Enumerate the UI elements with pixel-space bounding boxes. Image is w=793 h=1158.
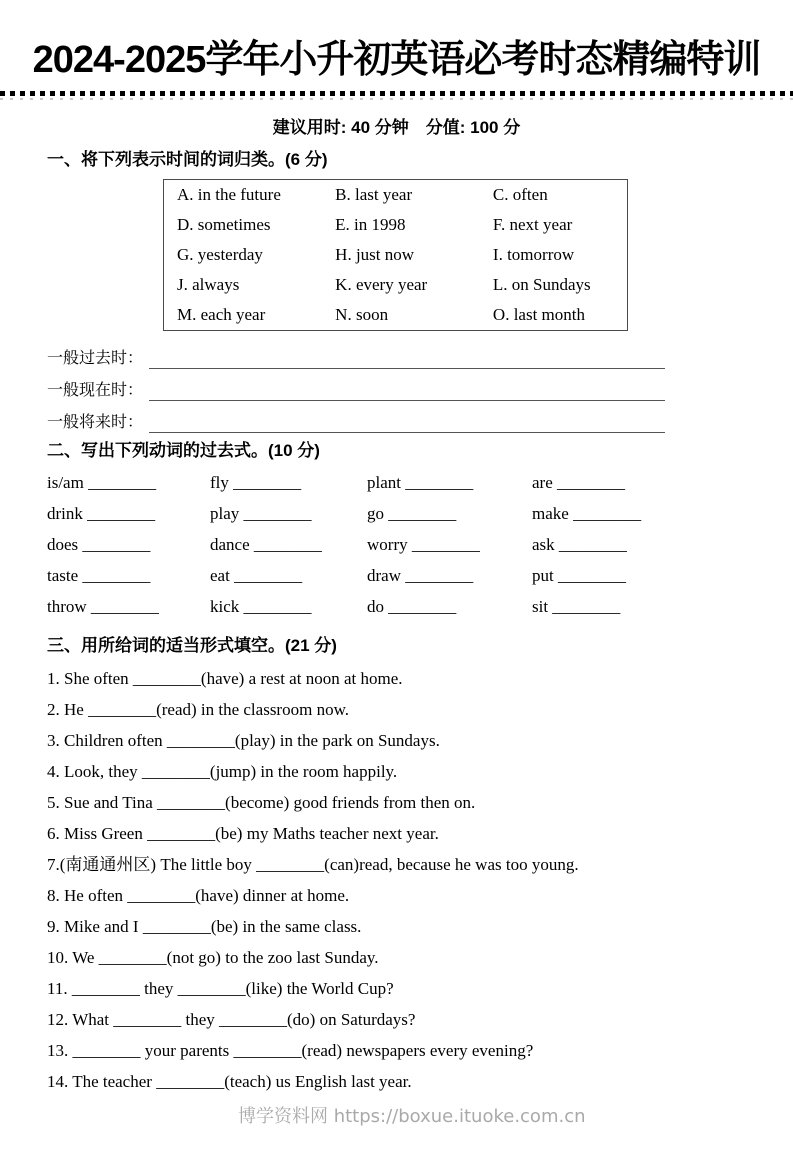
verb-item: sit ________	[532, 597, 621, 617]
option-cell: J. always	[177, 275, 240, 295]
verb-item: put ________	[532, 566, 626, 586]
verb-item: worry ________	[367, 535, 480, 555]
tense-line-past	[47, 337, 665, 369]
page-title: 2024-2025学年小升初英语必考时态精编特训	[32, 39, 761, 81]
verb-item: dance ________	[210, 535, 322, 555]
verb-item: is/am ________	[47, 473, 157, 493]
section1-heading: 一、将下列表示时间的词归类。(6 分)	[47, 150, 328, 170]
tense-label-past: 一般过去时：	[47, 350, 144, 368]
question-line: 8. He often ________(have) dinner at home.	[47, 886, 350, 906]
verb-item: go ________	[367, 504, 457, 524]
verb-item: taste ________	[47, 566, 151, 586]
option-cell: G. yesterday	[177, 245, 263, 265]
option-cell: L. on Sundays	[492, 275, 591, 295]
time-words-table	[163, 179, 628, 331]
verb-item: kick ________	[210, 597, 312, 617]
table-row	[164, 300, 628, 331]
table-row	[164, 270, 628, 300]
question-line: 1. She often ________(have) a rest at noon at home.	[47, 669, 403, 689]
question-line: 7.(南通通州区) The little boy ________(can)read, because he was too young.	[47, 855, 579, 875]
verb-item: ask ________	[532, 535, 627, 555]
watermark: 博学资料网 https://boxue.ituoke.com.cn	[238, 1106, 586, 1127]
dotted-line-primary	[0, 91, 793, 96]
table-row	[164, 210, 628, 240]
verb-item: does ________	[47, 535, 151, 555]
worksheet-content	[47, 148, 720, 1097]
option-cell: E. in 1998	[335, 215, 406, 235]
option-cell: F. next year	[492, 215, 573, 235]
verb-item: plant ________	[367, 473, 474, 493]
question-line: 12. What ________ they ________(do) on Saturdays?	[47, 1010, 416, 1030]
verb-item: do ________	[367, 597, 457, 617]
option-cell: O. last month	[492, 305, 586, 325]
option-cell: M. each year	[177, 305, 266, 325]
tense-label-future: 一般将来时：	[47, 414, 144, 432]
exam-meta: 建议用时: 40 分钟 分值: 100 分	[272, 118, 521, 138]
question-line: 2. He ________(read) in the classroom now.	[47, 700, 349, 720]
option-cell: I. tomorrow	[492, 245, 575, 265]
answer-blank-line	[149, 399, 665, 401]
tense-line-present	[47, 369, 665, 401]
verb-item: make ________	[532, 504, 642, 524]
verb-item: fly ________	[210, 473, 302, 493]
verb-item: throw ________	[47, 597, 159, 617]
question-line: 3. Children often ________(play) in the park on Sundays.	[47, 731, 440, 751]
tense-line-future	[47, 401, 665, 433]
verb-item: draw ________	[367, 566, 474, 586]
option-cell: N. soon	[335, 305, 389, 325]
option-cell: D. sometimes	[177, 215, 271, 235]
question-line: 4. Look, they ________(jump) in the room happily.	[47, 762, 398, 782]
section3-heading: 三、用所给词的适当形式填空。(21 分)	[47, 636, 337, 656]
verb-item: play ________	[210, 504, 312, 524]
dotted-separator	[0, 91, 793, 100]
answer-blank-line	[149, 367, 665, 369]
section2-heading: 二、写出下列动词的过去式。(10 分)	[47, 441, 320, 461]
dotted-line-secondary	[0, 98, 793, 100]
verb-item: are ________	[532, 473, 626, 493]
verb-item: eat ________	[210, 566, 303, 586]
worksheet-page	[0, 36, 793, 1127]
question-line: 10. We ________(not go) to the zoo last Sunday.	[47, 948, 379, 968]
question-line: 13. ________ your parents ________(read) newspapers every evening?	[47, 1041, 534, 1061]
question-line: 6. Miss Green ________(be) my Maths teacher next year.	[47, 824, 439, 844]
answer-blank-line	[149, 431, 665, 433]
question-line: 11. ________ they ________(like) the World Cup?	[47, 979, 394, 999]
option-cell: K. every year	[335, 275, 428, 295]
question-line: 14. The teacher ________(teach) us English last year.	[47, 1072, 412, 1092]
verb-grid	[47, 467, 720, 622]
question-line: 9. Mike and I ________(be) in the same class.	[47, 917, 362, 937]
verb-item: drink ________	[47, 504, 156, 524]
option-cell: A. in the future	[177, 185, 281, 205]
option-cell: B. last year	[335, 185, 413, 205]
table-row	[164, 240, 628, 270]
table-row	[164, 180, 628, 211]
option-cell: H. just now	[335, 245, 415, 265]
tense-label-present: 一般现在时：	[47, 382, 144, 400]
question-line: 5. Sue and Tina ________(become) good friends from then on.	[47, 793, 476, 813]
option-cell: C. often	[492, 185, 548, 205]
